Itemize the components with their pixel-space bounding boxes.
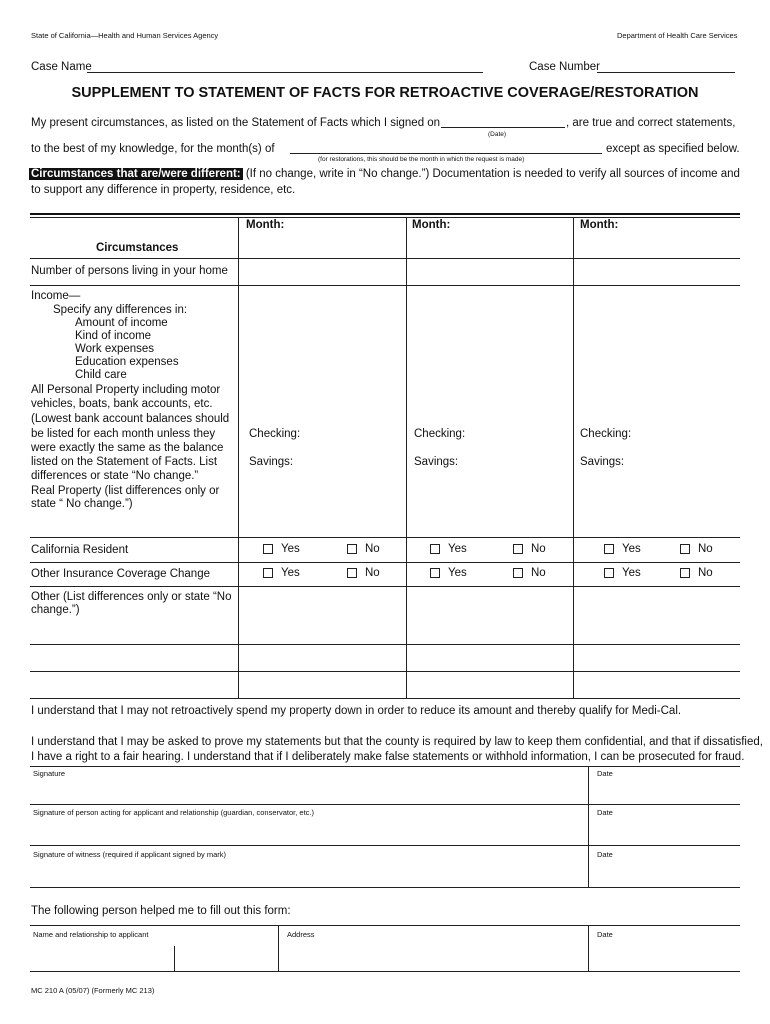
ca-resident-label: California Resident: [31, 544, 129, 556]
helper-name-label: Name and relationship to applicant: [33, 930, 149, 939]
signature-bottom-line: [30, 887, 740, 888]
case-number-label: Case Number: [529, 61, 600, 73]
yes-label: Yes: [622, 567, 641, 579]
checkbox[interactable]: [680, 568, 690, 578]
ca-resident-no-3[interactable]: [680, 543, 713, 555]
checkbox[interactable]: [430, 544, 440, 554]
yes-label: Yes: [448, 567, 467, 579]
ca-resident-no-2[interactable]: [513, 543, 546, 555]
insurance-no-1[interactable]: [347, 567, 380, 579]
row-divider: [30, 285, 740, 286]
case-name-field[interactable]: [87, 62, 483, 73]
statement-2b: I have a right to a fair hearing. I understand that if I deliberately make false statements or withhold information, I can be prosecuted for fraud.: [31, 751, 745, 763]
intro-line2-a: to the best of my knowledge, for the month(s) of: [31, 143, 275, 155]
signature-label: Signature: [33, 769, 66, 778]
personal-property-line: be listed for each month unless they: [31, 428, 216, 440]
checkbox[interactable]: [604, 568, 614, 578]
signature-date-label: Date: [597, 769, 613, 778]
helper-address-label: Address: [287, 930, 315, 939]
helper-top-line: [30, 925, 740, 926]
checkbox[interactable]: [263, 568, 273, 578]
helper-date-label: Date: [597, 930, 613, 939]
signature-divider: [30, 845, 740, 846]
different-text: (If no change, write in “No change.”) Documentation is needed to verify all sources of income and: [245, 168, 740, 180]
department-name: Department of Health Care Services: [617, 31, 738, 40]
different-text-2: to support any difference in property, residence, etc.: [31, 184, 296, 196]
helper-bottom-line: [30, 971, 740, 972]
real-property-line: Real Property (list differences only or: [31, 485, 220, 497]
personal-property-line: vehicles, boats, bank accounts, etc.: [31, 398, 213, 410]
yes-label: Yes: [281, 543, 300, 555]
form-number: MC 210 A (05/07) (Formerly MC 213): [31, 986, 155, 995]
circumstances-header: Circumstances: [96, 242, 179, 254]
savings-label-2: Savings:: [414, 456, 459, 468]
month-header-3: Month:: [580, 219, 619, 231]
different-label: Circumstances that are/were different:: [31, 168, 241, 180]
checkbox[interactable]: [604, 544, 614, 554]
personal-property-line: differences or state “No change.”: [31, 470, 199, 482]
column-divider: [238, 217, 239, 698]
table-bottom-border: [30, 698, 740, 699]
checkbox[interactable]: [347, 568, 357, 578]
intro-line2-b: except as specified below.: [606, 143, 740, 155]
personal-property-line: (Lowest bank account balances should: [31, 413, 230, 425]
helper-column-divider: [278, 925, 279, 971]
form-title: SUPPLEMENT TO STATEMENT OF FACTS FOR RETROACTIVE COVERAGE/RESTORATION: [71, 85, 699, 101]
ca-resident-no-1[interactable]: [347, 543, 380, 555]
statement-2a: I understand that I may be asked to prove my statements but that the county is required by law to keep them confidential, and that if dissatisfied,: [31, 736, 763, 748]
no-label: No: [531, 567, 546, 579]
checkbox[interactable]: [347, 544, 357, 554]
agency-name: State of California—Health and Human Services Agency: [31, 31, 219, 40]
month-caption: (for restorations, this should be the month in which the request is made): [318, 156, 525, 163]
no-label: No: [365, 543, 380, 555]
real-property-line: state “ No change.”): [31, 498, 133, 510]
row-divider: [30, 258, 740, 259]
month-header-1: Month:: [246, 219, 285, 231]
yes-label: Yes: [622, 543, 641, 555]
checkbox[interactable]: [263, 544, 273, 554]
other-line: change.”): [31, 604, 80, 616]
yes-label: Yes: [448, 543, 467, 555]
helper-intro: The following person helped me to fill out this form:: [31, 905, 291, 917]
income-item: Work expenses: [75, 343, 155, 355]
insurance-no-3[interactable]: [680, 567, 713, 579]
sig-witness-date-label: Date: [597, 850, 613, 859]
helper-name-divider: [174, 946, 175, 971]
row-divider: [30, 671, 740, 672]
insurance-yes-2[interactable]: [430, 567, 467, 579]
table-top-border-2: [30, 217, 740, 218]
no-label: No: [531, 543, 546, 555]
sig-person-label: Signature of person acting for applicant and relationship (guardian, conservator, etc.): [33, 808, 315, 817]
intro-line1-b: , are true and correct statements,: [566, 117, 736, 129]
case-name-label: Case Name: [31, 61, 92, 73]
insurance-yes-3[interactable]: [604, 567, 641, 579]
sig-person-date-label: Date: [597, 808, 613, 817]
insurance-label: Other Insurance Coverage Change: [31, 568, 210, 580]
months-field[interactable]: [290, 143, 602, 154]
intro-line1-a: My present circumstances, as listed on the Statement of Facts which I signed on: [31, 117, 441, 129]
no-label: No: [698, 567, 713, 579]
row-divider: [30, 644, 740, 645]
checking-label-2: Checking:: [414, 428, 466, 440]
persons-label: Number of persons living in your home: [31, 265, 228, 277]
signature-divider: [30, 804, 740, 805]
income-item: Child care: [75, 369, 127, 381]
signature-top-line: [30, 766, 740, 767]
other-line: Other (List differences only or state “No: [31, 591, 232, 603]
table-top-border: [30, 213, 740, 215]
ca-resident-yes-1[interactable]: [263, 543, 300, 555]
month-header-2: Month:: [412, 219, 451, 231]
insurance-no-2[interactable]: [513, 567, 546, 579]
personal-property-line: listed on the Statement of Facts. List: [31, 456, 218, 468]
checkbox[interactable]: [513, 568, 523, 578]
no-label: No: [698, 543, 713, 555]
checkbox[interactable]: [430, 568, 440, 578]
sig-witness-label: Signature of witness (required if applicant signed by mark): [33, 850, 227, 859]
checking-label-3: Checking:: [580, 428, 632, 440]
column-divider: [573, 217, 574, 698]
checking-label-1: Checking:: [249, 428, 301, 440]
date-caption: (Date): [488, 131, 507, 138]
row-divider: [30, 586, 740, 587]
insurance-yes-1[interactable]: [263, 567, 300, 579]
savings-label-3: Savings:: [580, 456, 625, 468]
row-divider: [30, 537, 740, 538]
checkbox[interactable]: [680, 544, 690, 554]
no-label: No: [365, 567, 380, 579]
personal-property-line: were exactly the same as the balance: [31, 442, 224, 454]
income-item: Amount of income: [75, 317, 168, 329]
yes-label: Yes: [281, 567, 300, 579]
ca-resident-yes-2[interactable]: [430, 543, 467, 555]
signed-date-field[interactable]: [441, 117, 565, 128]
helper-column-divider: [588, 925, 589, 971]
personal-property-line: All Personal Property including motor: [31, 384, 221, 396]
date-column-divider: [588, 766, 589, 887]
income-title: Income—: [31, 290, 81, 302]
case-number-field[interactable]: [597, 62, 735, 73]
statement-1: I understand that I may not retroactively spend my property down in order to reduce its amount and thereby qualify for Medi-Cal.: [31, 705, 682, 717]
income-item: Education expenses: [75, 356, 179, 368]
checkbox[interactable]: [513, 544, 523, 554]
income-item: Kind of income: [75, 330, 152, 342]
column-divider: [406, 217, 407, 698]
row-divider: [30, 562, 740, 563]
income-specify: Specify any differences in:: [53, 304, 188, 316]
ca-resident-yes-3[interactable]: [604, 543, 641, 555]
savings-label-1: Savings:: [249, 456, 294, 468]
